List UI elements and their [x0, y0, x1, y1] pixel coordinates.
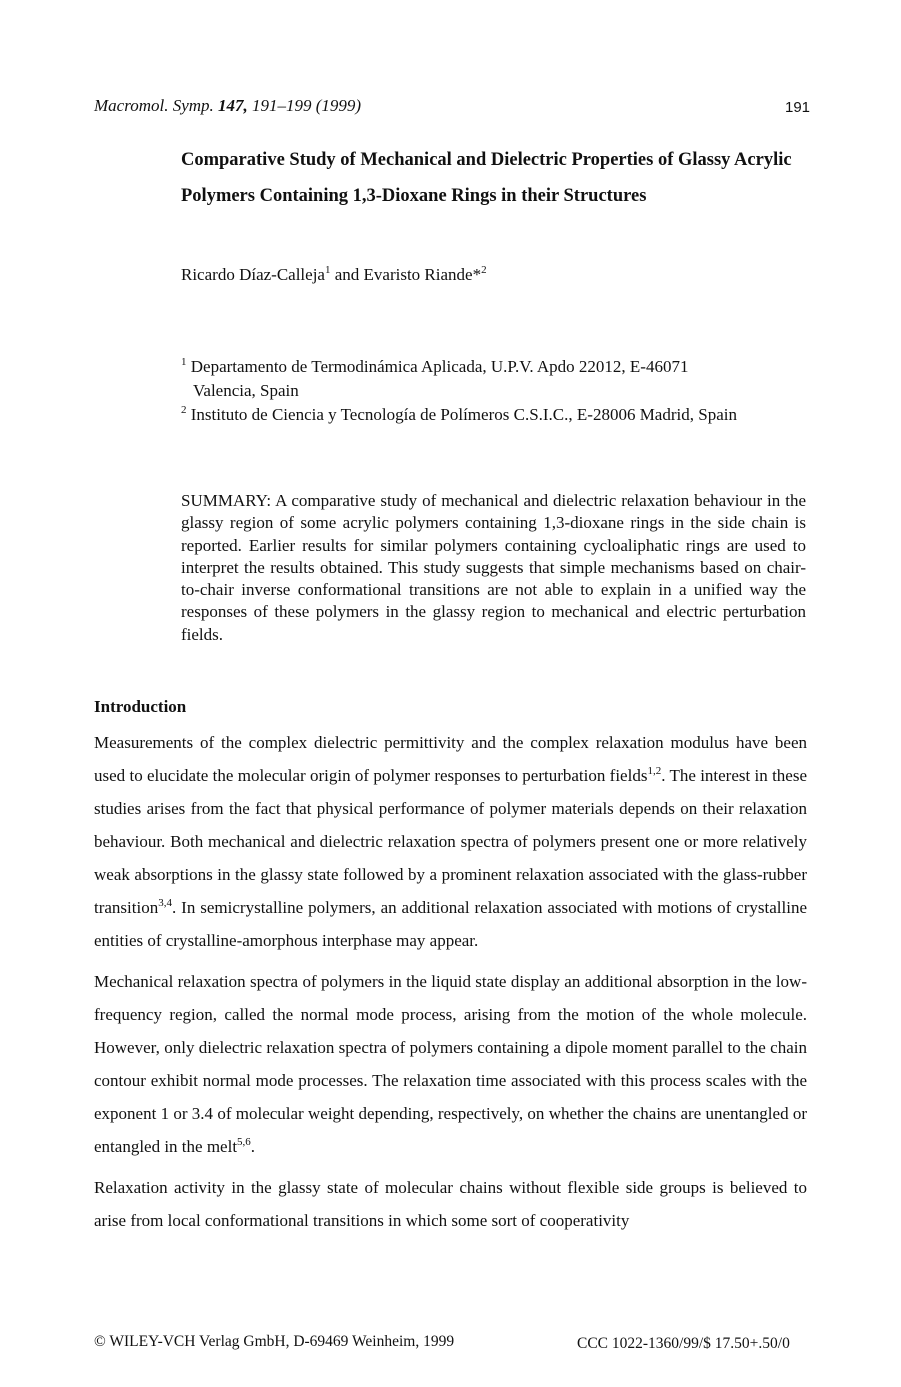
affiliation-2 [181, 403, 821, 427]
journal-header [94, 96, 361, 116]
paragraph: Mechanical relaxation spectra of polymers in the liquid state display an additional absorption in the low-frequency region, called the normal mode process, arising from the motion of the whole molecule. However, only dielectric relaxation spectra of polymers containing a dipole moment parallel to the chain contour exhibit normal mode processes. The relaxation time associated with this process scales with the exponent 1 or 3.4 of molecular weight depending, respectively, on whether the chains are unentangled or entangled in the melt$^{5,6}$. [94, 972, 807, 1156]
affiliation-1 [181, 355, 821, 379]
abstract: SUMMARY: A comparative study of mechanical and dielectric relaxation behaviour in the glassy region of some acrylic polymers containing 1,3-dioxane rings in the side chain is reported. Earlier results for similar polymers containing cycloaliphatic rings are used to interpret the results obtained. This study suggests that simple mechanisms based on chair-to-chair inverse conformational transitions are not able to explain in a unified way the responses of these polymers in the glassy region to mechanical and electric perturbation fields. [181, 491, 806, 644]
citation: 3,4 [158, 897, 172, 909]
page-number: 191 [785, 99, 811, 116]
affiliation-mark: 1 [324, 264, 331, 276]
author-joiner: and [330, 265, 364, 284]
author-name: Evaristo Riande* [363, 265, 482, 284]
affiliation-text: Departamento de Termodinámica Aplicada, U.P.V. Apdo 22012, E-46071 [190, 357, 689, 376]
copyright-notice: © WILEY-VCH Verlag GmbH, D-69469 Weinheim, 1999 [94, 1333, 455, 1350]
citation: 5,6 [237, 1136, 251, 1148]
article-code: CCC 1022-1360/99/$ 17.50+.50/0 [577, 1335, 790, 1352]
paper-title: Comparative Study of Mechanical and Dielectric Properties of Glassy Acrylic Polymers Containing 1,3-Dioxane Rings in their Structures [181, 150, 792, 206]
affiliation-mark: 1 [181, 356, 187, 368]
journal-pages-year: 191–199 (1999) [252, 96, 362, 115]
body-text [94, 726, 807, 1245]
author-line [181, 265, 487, 285]
journal-volume: 147, [218, 96, 248, 115]
paragraph: Measurements of the complex dielectric permittivity and the complex relaxation modulus have been used to elucidate the molecular origin of polymer responses to perturbation fields$^{1,2}$. The interest in these studies arises from the fact that physical performance of polymer materials depends on their relaxation behaviour. Both mechanical and dielectric relaxation spectra of polymers present one or more relatively weak absorptions in the glassy state followed by a prominent relaxation associated with the glass-rubber transition$^{3,4}$. In semicrystalline polymers, an additional relaxation associated with motions of crystalline entities of crystalline-amorphous interphase may appear. [94, 733, 807, 950]
affiliations [181, 355, 821, 427]
paragraph: Relaxation activity in the glassy state of molecular chains without flexible side groups is believed to arise from local conformational transitions in which some sort of cooperativity [94, 1178, 807, 1230]
affiliation-text: Valencia, Spain [193, 381, 299, 400]
author-name: Ricardo Díaz-Calleja [181, 265, 325, 284]
affiliation-text: Instituto de Ciencia y Tecnología de Polímeros C.S.I.C., E-28006 Madrid, Spain [190, 405, 737, 424]
citation: 1,2 [647, 765, 662, 777]
affiliation-mark: 2 [481, 264, 487, 276]
affiliation-mark: 2 [181, 404, 187, 416]
journal-name: Macromol. Symp. [94, 96, 214, 115]
section-heading: Introduction [94, 697, 187, 716]
